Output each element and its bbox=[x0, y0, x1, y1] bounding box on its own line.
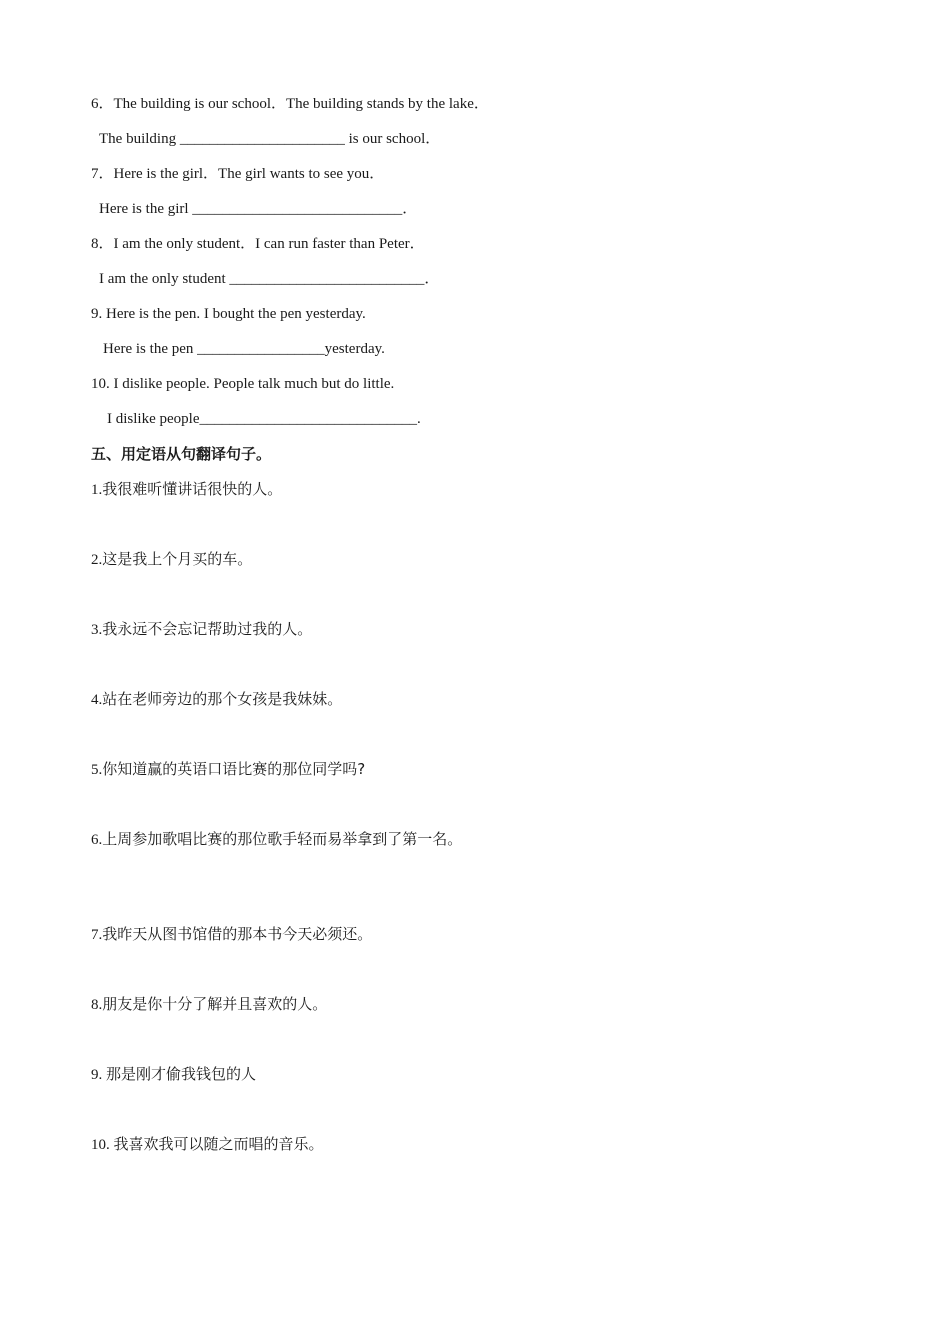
translate-item-3 bbox=[91, 619, 312, 640]
item-text: 我喜欢我可以随之而唱的音乐。 bbox=[113, 1135, 324, 1153]
item-text: 站在老师旁边的那个女孩是我妹妹。 bbox=[102, 690, 343, 708]
item-text: 上周参加歌唱比赛的那位歌手轻而易举拿到了第一名。 bbox=[102, 830, 463, 848]
item-number: 1. bbox=[91, 482, 103, 498]
item-8-prompt: 8．I am the only student．I can run faster than Peter． bbox=[91, 236, 425, 252]
translate-item-1 bbox=[91, 479, 282, 500]
item-number: 2. bbox=[91, 552, 103, 568]
translate-item-8 bbox=[91, 994, 327, 1015]
translate-item-6 bbox=[91, 829, 462, 850]
item-9-prompt: 9. Here is the pen. I bought the pen yesterday. bbox=[91, 306, 366, 322]
translate-item-10 bbox=[91, 1134, 324, 1155]
item-10-answer-line: I dislike people_____________________________. bbox=[107, 411, 421, 427]
item-text: 这是我上个月买的车。 bbox=[102, 550, 253, 568]
translate-item-9 bbox=[91, 1064, 256, 1085]
item-number: 9. bbox=[91, 1067, 106, 1083]
translate-item-7 bbox=[91, 924, 372, 945]
item-number: 10. bbox=[91, 1137, 114, 1153]
item-number: 8. bbox=[91, 997, 103, 1013]
item-text: 那是刚才偷我钱包的人 bbox=[106, 1065, 257, 1083]
item-text: 朋友是你十分了解并且喜欢的人。 bbox=[102, 995, 328, 1013]
item-number: 5. bbox=[91, 762, 103, 778]
item-7-prompt: 7．Here is the girl．The girl wants to see you． bbox=[91, 166, 385, 182]
item-6-answer-line: The building ______________________ is our school． bbox=[99, 131, 441, 147]
item-text: 我永远不会忘记帮助过我的人。 bbox=[102, 620, 313, 638]
item-number: 6. bbox=[91, 832, 103, 848]
item-number: 7. bbox=[91, 927, 103, 943]
item-number: 4. bbox=[91, 692, 103, 708]
section-5-heading: 五、用定语从句翻译句子。 bbox=[91, 445, 272, 463]
item-6-prompt: 6．The building is our school．The building stands by the lake． bbox=[91, 96, 489, 112]
item-text: 我昨天从图书馆借的那本书今天必须还。 bbox=[102, 925, 373, 943]
item-7-answer-line: Here is the girl ____________________________． bbox=[99, 201, 418, 217]
translate-item-2 bbox=[91, 549, 252, 570]
translate-item-4 bbox=[91, 689, 342, 710]
translate-item-5 bbox=[91, 759, 365, 780]
item-number: 3. bbox=[91, 622, 103, 638]
item-text: 你知道赢的英语口语比赛的那位同学吗? bbox=[102, 760, 366, 778]
item-text: 我很难听懂讲话很快的人。 bbox=[102, 480, 283, 498]
item-9-answer-line: Here is the pen _________________yesterday. bbox=[103, 341, 385, 357]
item-8-answer-line: I am the only student __________________________． bbox=[99, 271, 440, 287]
item-10-prompt: 10. I dislike people. People talk much but do little. bbox=[91, 376, 395, 392]
